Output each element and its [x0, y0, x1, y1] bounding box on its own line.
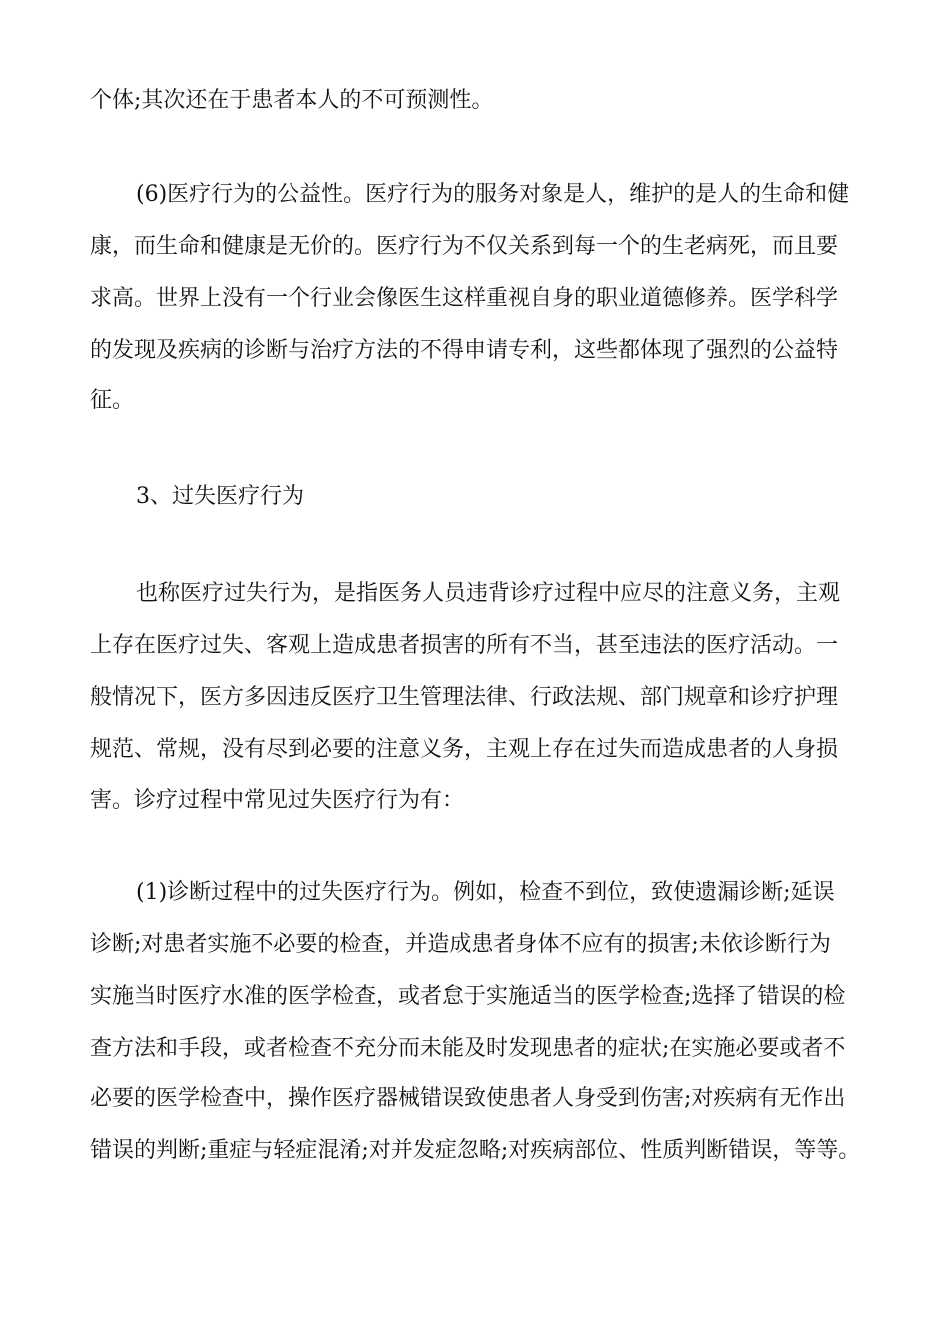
text-line: 般情况下，医方多因违反医疗卫生管理法律、行政法规、部门规章和诊疗护理 [90, 685, 839, 710]
text-line: 查方法和手段，或者检查不充分而未能及时发现患者的症状;在实施必要或者不 [90, 1036, 846, 1061]
text-line: 规范、常规，没有尽到必要的注意义务，主观上存在过失而造成患者的人身损 [90, 737, 839, 762]
text-line: 害。诊疗过程中常见过失医疗行为有： [90, 788, 465, 813]
text-line: 康，而生命和健康是无价的。医疗行为不仅关系到每一个的生老病死，而且要 [90, 234, 839, 259]
text-line: 求高。世界上没有一个行业会像医生这样重视自身的职业道德修养。医学科学 [90, 286, 839, 311]
text-line: 必要的医学检查中，操作医疗器械错误致使患者人身受到伤害;对疾病有无作出 [90, 1086, 846, 1111]
text-line: (6)医疗行为的公益性。医疗行为的服务对象是人，维护的是人的生命和健 [136, 182, 850, 207]
text-line: 实施当时医疗水准的医学检查，或者怠于实施适当的医学检查;选择了错误的检 [90, 984, 846, 1009]
text-line: 也称医疗过失行为，是指医务人员违背诊疗过程中应尽的注意义务，主观 [136, 581, 841, 606]
section-heading: 3、过失医疗行为 [136, 484, 304, 509]
text-line: 上存在医疗过失、客观上造成患者损害的所有不当，甚至违法的医疗活动。一 [90, 633, 839, 658]
text-line: (1)诊断过程中的过失医疗行为。例如，检查不到位，致使遗漏诊断;延误 [136, 880, 835, 905]
text-line: 个体;其次还在于患者本人的不可预测性。 [90, 88, 494, 113]
text-line: 的发现及疾病的诊断与治疗方法的不得申请专利，这些都体现了强烈的公益特 [90, 338, 839, 363]
text-line: 诊断;对患者实施不必要的检查，并造成患者身体不应有的损害;未依诊断行为 [90, 932, 831, 957]
text-line: 错误的判断;重症与轻症混淆;对并发症忽略;对疾病部位、性质判断错误，等等。 [90, 1138, 861, 1163]
text-line: 征。 [90, 388, 135, 413]
